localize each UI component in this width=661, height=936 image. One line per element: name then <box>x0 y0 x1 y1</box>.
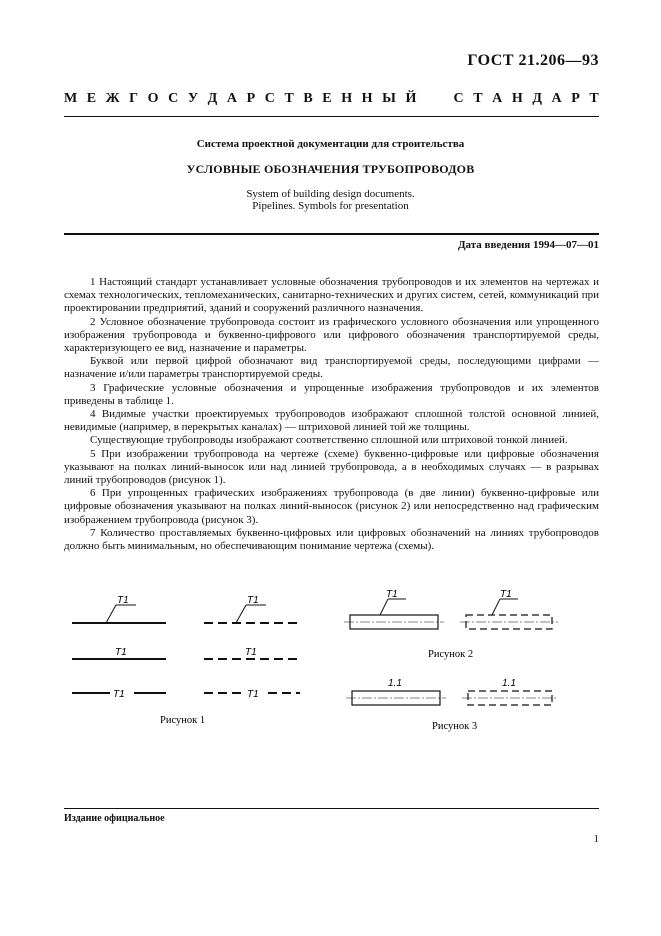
interstate-standard-heading <box>64 91 599 107</box>
system-title: Система проектной документации для строительства <box>196 138 465 150</box>
leader-line <box>380 599 388 615</box>
title-divider <box>64 233 599 235</box>
pipe-label: Т1 <box>247 595 259 606</box>
heading-letter: А <box>226 91 238 106</box>
paragraph: Буквой или первой цифрой обозначают вид транспортируемой среды, последующими цифрами — назначение и/или параметры транспортируемой среды. <box>64 355 599 381</box>
heading-letter: Т <box>284 91 294 106</box>
footer-divider <box>64 808 599 809</box>
heading-letter: О <box>147 91 159 106</box>
heading-letter: Н <box>511 91 523 106</box>
pipe-label: Т1 <box>386 589 398 600</box>
top-divider <box>64 116 599 117</box>
figures-area <box>60 585 605 745</box>
heading-letter: У <box>187 91 199 106</box>
figure-3-caption: Рисунок 3 <box>432 721 478 732</box>
standard-number: ГОСТ 21.206—93 <box>467 52 599 69</box>
heading-letter: Р <box>246 91 256 106</box>
figure-1 <box>72 605 300 693</box>
heading-letter: Н <box>341 91 353 106</box>
english-title <box>0 188 661 212</box>
paragraph: 1 Настоящий стандарт устанавливает условные обозначения трубопроводов и их элементов на чертежах и схемах технологических, тепломеханических, санитарно-технических и других систем, сетей, коммуникаций при проектировании предприятий, зданий и сооружений различного назначения. <box>64 276 599 315</box>
figure-2-caption: Рисунок 2 <box>428 649 474 660</box>
leader-line <box>106 605 116 623</box>
heading-letter: Д <box>207 91 218 106</box>
heading-letter: Т <box>589 91 599 106</box>
figure-1-caption: Рисунок 1 <box>160 715 206 726</box>
document-title: УСЛОВНЫЕ ОБОЗНАЧЕНИЯ ТРУБОПРОВОДОВ <box>186 162 475 176</box>
paragraph: 2 Условное обозначение трубопровода состоит из графического условного обозначения или упрощенного изображения трубопровода и буквенно-цифрового или цифрового обозначения транспортируемой среды, характеризующего ее вид, назначение и параметры. <box>64 315 599 355</box>
heading-letter: Е <box>86 91 97 106</box>
heading-letter: Д <box>532 91 542 106</box>
heading-letter: Ж <box>105 91 120 106</box>
pipe-label: Т1 <box>245 647 257 658</box>
paragraph: 6 При упрощенных графических изображениях трубопровода (в две линии) буквенно-цифровые или цифровые обозначения указывают на полках линий-выносок (рисунок 2) или непосредственно над графическим изображением трубопровода (рисунок 3). <box>64 487 599 526</box>
heading-letter: В <box>303 91 313 106</box>
paragraph: 5 При изображении трубопровода на чертеже (схеме) буквенно-цифровые или цифровые обозначения указывают на полках линий-выносок или над линией трубопровода, а в необходимых случаях — в разрывах линий трубопроводов (рисунок 1). <box>64 447 599 487</box>
paragraph: 3 Графические условные обозначения и упрощенные изображения трубопроводов и их элементов приведены в таблице 1. <box>64 381 599 407</box>
heading-letter: А <box>551 91 562 106</box>
pipe-label: Т1 <box>247 689 259 700</box>
body-text <box>64 276 599 553</box>
heading-letter: Е <box>322 91 332 106</box>
introduction-date: Дата введения 1994—07—01 <box>457 239 599 251</box>
heading-letter: Р <box>571 91 580 106</box>
heading-letter: А <box>492 91 503 106</box>
leader-line <box>236 605 246 623</box>
heading-letter: Г <box>129 91 139 106</box>
official-edition-note: Издание официальное <box>64 813 165 824</box>
pipe-label: Т1 <box>117 595 129 606</box>
pipe-label: 1.1 <box>502 678 516 689</box>
heading-letter: Н <box>361 91 373 106</box>
pipe-label: Т1 <box>500 589 512 600</box>
heading-letter: С <box>453 91 464 106</box>
heading-letter: С <box>264 91 275 106</box>
paragraph: 4 Видимые участки проектируемых трубопроводов изображают сплошной толстой основной линией, невидимые (например, в перекрытых каналах) — штриховой линией той же толщины. <box>64 408 599 434</box>
heading-letter: Й <box>405 91 417 106</box>
pipe-label: 1.1 <box>388 678 402 689</box>
pipe-label: Т1 <box>113 689 125 700</box>
english-title-line: Pipelines. Symbols for presentation <box>252 200 409 212</box>
paragraph: Существующие трубопроводы изображают соответственно сплошной или штриховой тонкой линией. <box>90 434 568 447</box>
paragraph: 7 Количество проставляемых буквенно-цифровых или цифровых обозначений на линиях трубопроводов должно быть минимальным, но обеспечивающим понимание чертежа (схемы). <box>64 526 599 553</box>
pipe-label: Т1 <box>115 647 127 658</box>
english-title-line: System of building design documents. <box>246 188 415 200</box>
leader-line <box>492 599 500 615</box>
heading-letter: Т <box>473 91 483 106</box>
heading-letter: М <box>64 91 78 106</box>
pipeline-figures <box>60 585 605 745</box>
figure-3 <box>346 691 558 705</box>
heading-letter: Ы <box>382 91 396 106</box>
figure-2 <box>344 599 558 629</box>
page-number: 1 <box>593 833 599 845</box>
heading-letter: С <box>168 91 179 106</box>
